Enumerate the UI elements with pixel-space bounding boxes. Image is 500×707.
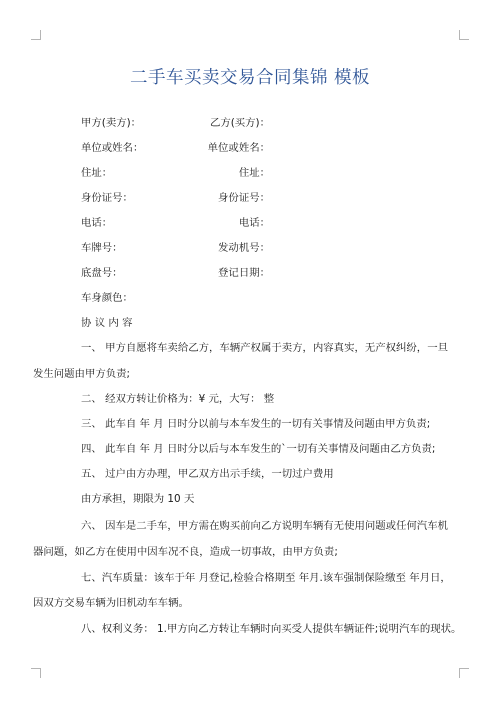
field-chassis-number: 底盘号： <box>81 267 123 279</box>
field-buyer-name: 单位或姓名： <box>207 142 270 154</box>
crop-mark-top-left <box>31 30 41 40</box>
field-seller-id: 身份证号： <box>81 192 133 204</box>
clause-6-line-1: 六、 因车是二手车，甲方需在购买前向乙方说明车辆有无使用问题或任何汽车机 <box>81 520 448 532</box>
field-engine-number: 发动机号： <box>218 242 270 254</box>
clause-6-line-2: 器问题，如乙方在使用中因车况不良，造成一切事故，由甲方负责; <box>33 546 338 558</box>
clause-3: 三、 此车自 年 月 日时分以前与本车发生的一切有关事情及问题由甲方负责; <box>81 418 431 430</box>
field-seller: 甲方(卖方)： <box>81 117 142 129</box>
field-seller-name: 单位或姓名： <box>81 142 144 154</box>
field-buyer-address: 住址： <box>238 167 270 179</box>
clause-7-line-1: 七、汽车质量：该车于年 月登记,检验合格期至 年月.该车强制保险缴至 年月日， <box>81 572 451 584</box>
field-buyer-id: 身份证号： <box>218 192 270 204</box>
clause-4: 四、 此车自 年 月 日时分以后与本车发生的`一切有关事情及问题由乙方负责; <box>81 443 436 455</box>
clause-5-line-2: 由方承担，期限为 10 天 <box>81 493 195 505</box>
field-buyer-phone: 电话： <box>238 217 270 229</box>
crop-mark-top-right <box>459 30 469 40</box>
crop-mark-bottom-left <box>31 668 41 678</box>
document-title: 二手车买卖交易合同集锦 模板 <box>129 68 371 88</box>
clause-1-line-1: 一、 甲方自愿将车卖给乙方，车辆产权属于卖方，内容真实，无产权纠纷，一旦 <box>81 342 448 354</box>
clause-1-line-2: 发生问题由甲方负责; <box>33 368 131 380</box>
agreement-heading: 协 议 内 容 <box>81 317 133 329</box>
field-buyer: 乙方(买方)： <box>209 117 270 129</box>
field-plate-number: 车牌号： <box>81 242 123 254</box>
field-seller-phone: 电话： <box>81 217 113 229</box>
clause-8: 八、权利义务： 1.甲方向乙方转让车辆时向买受人提供车辆证件;说明汽车的现状。 <box>81 623 462 635</box>
field-registration-date: 登记日期： <box>218 267 270 279</box>
clause-5-line-1: 五、 过户由方办理，甲乙双方出示手续，一切过户费用 <box>81 468 334 480</box>
clause-7-line-2: 因双方交易车辆为旧机动车车辆。 <box>33 597 189 609</box>
crop-mark-bottom-right <box>459 668 469 678</box>
field-body-color: 车身颜色： <box>81 292 133 304</box>
clause-2: 二、 经双方转让价格为：¥ 元，大写： 整 <box>81 393 275 405</box>
field-seller-address: 住址： <box>81 167 113 179</box>
